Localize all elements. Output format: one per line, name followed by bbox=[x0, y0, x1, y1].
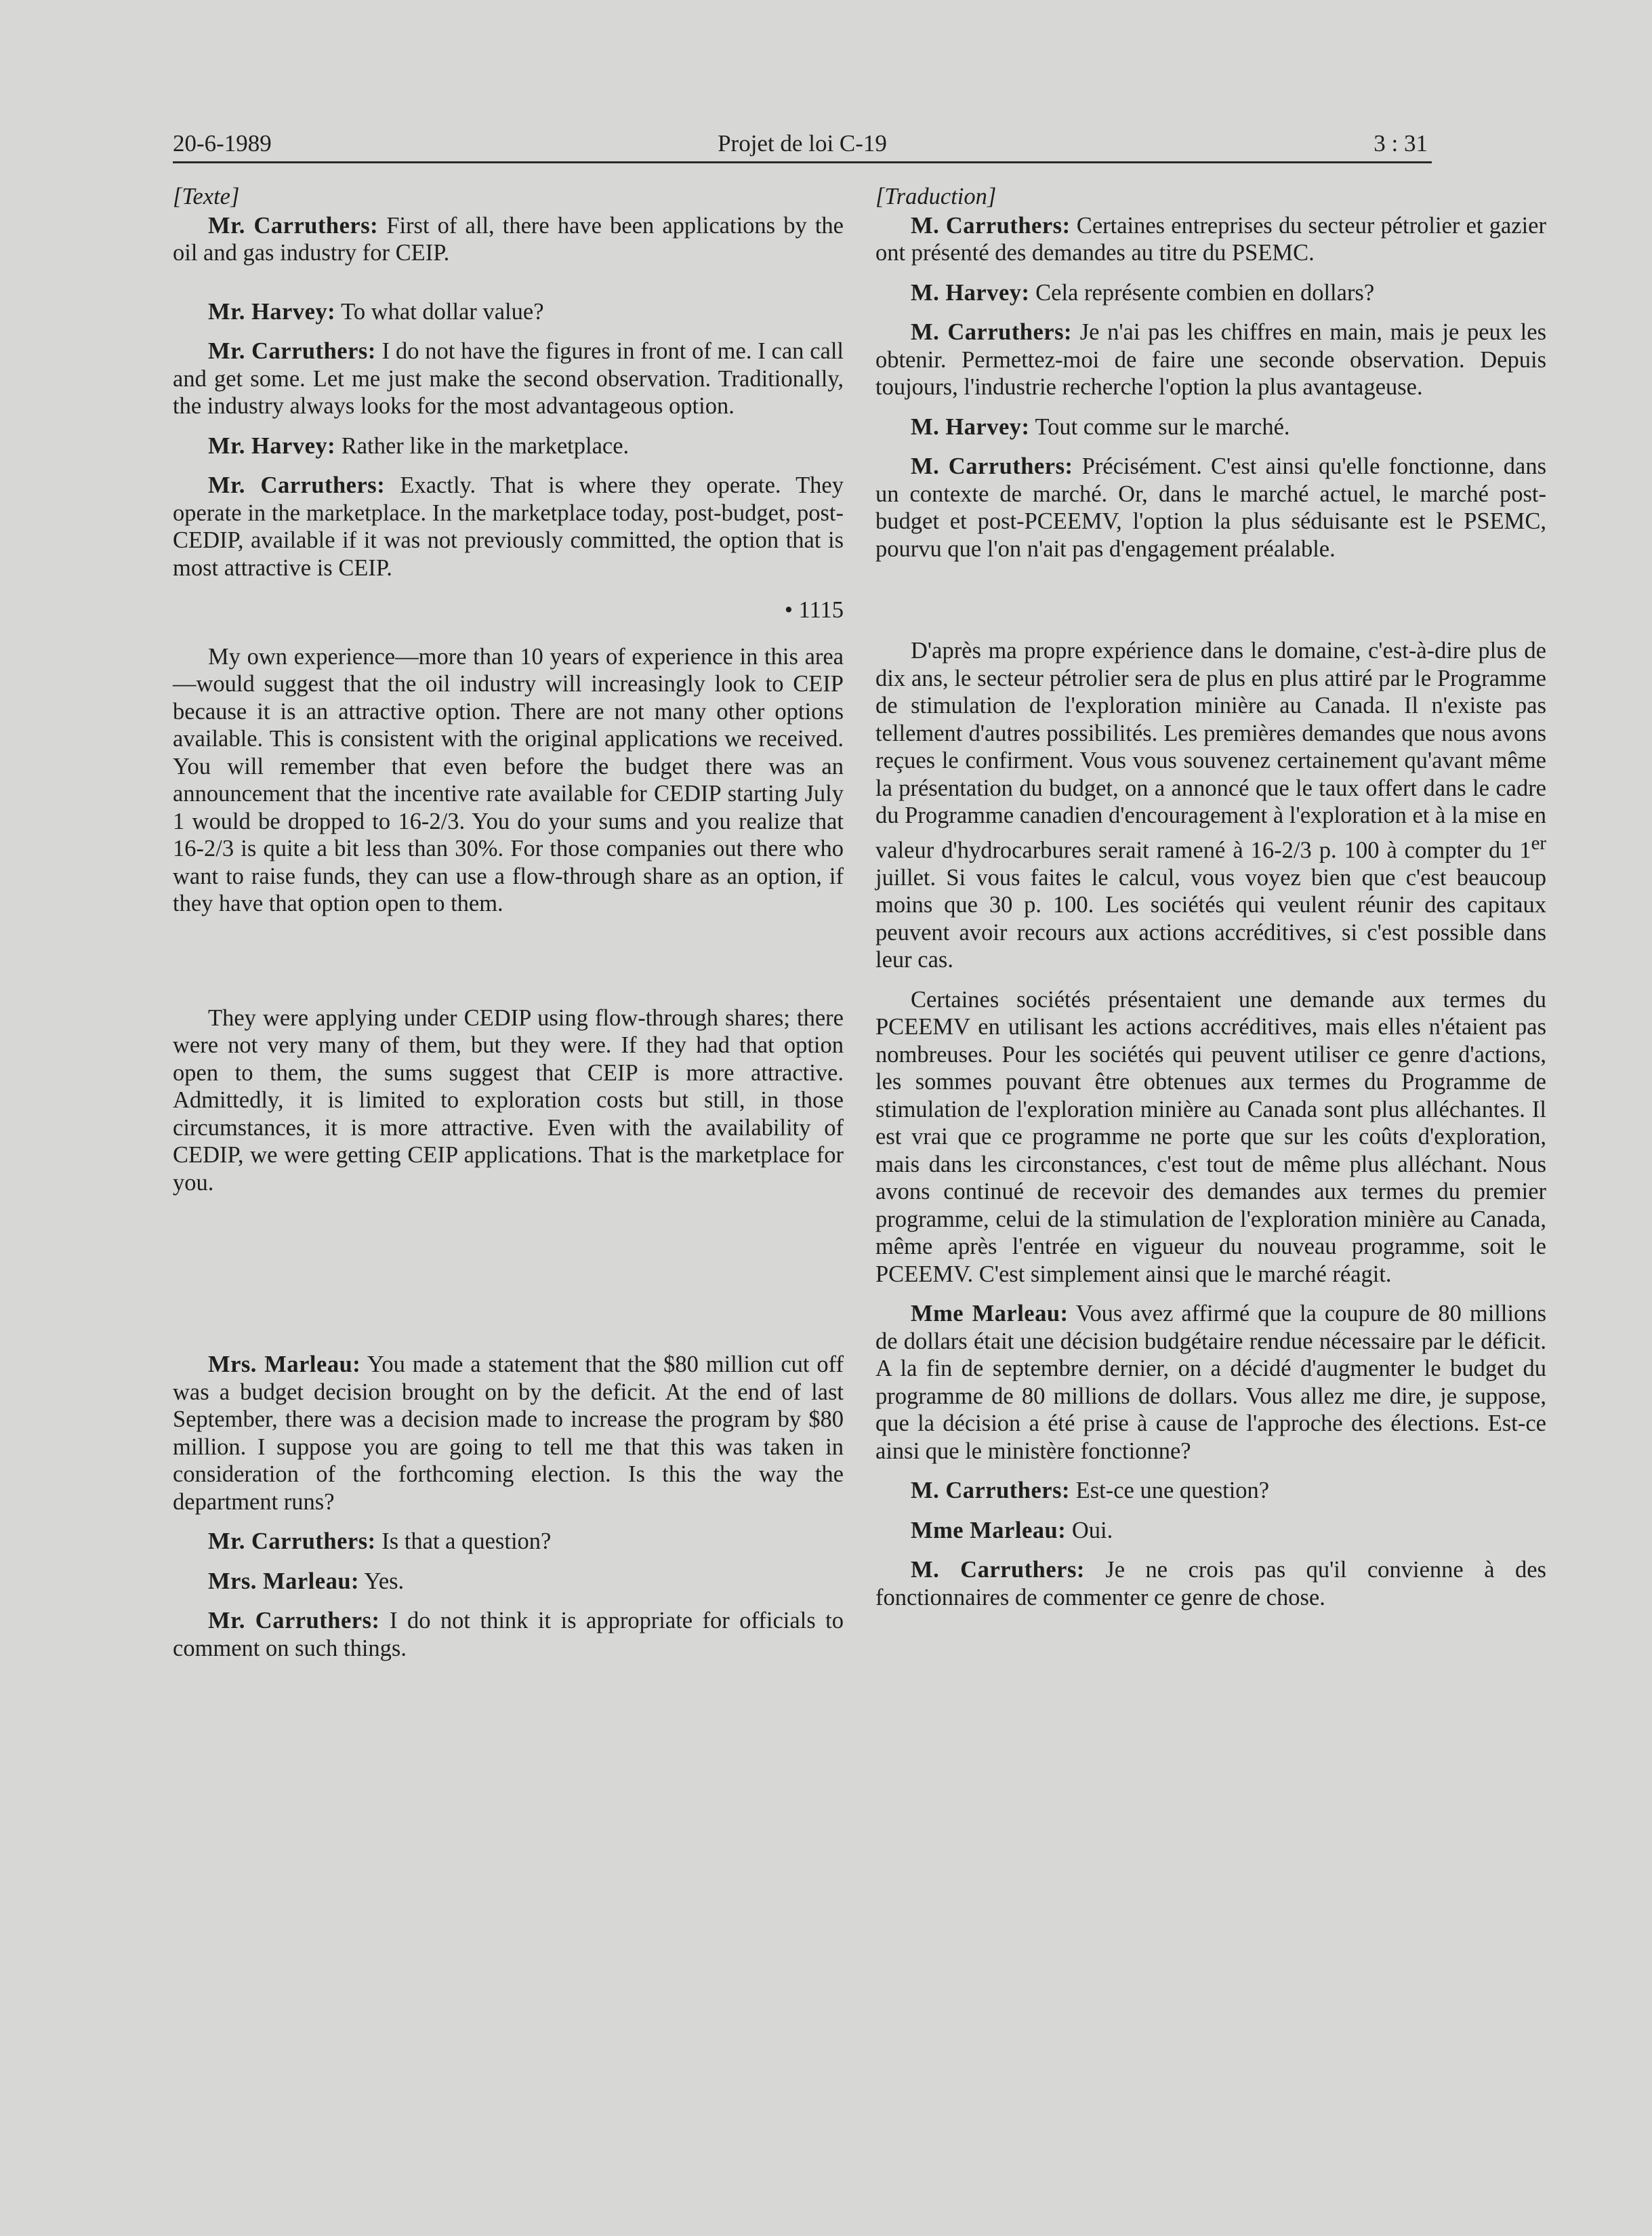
speaker-name: M. Carruthers: bbox=[911, 453, 1073, 479]
speaker-name: Mr. Carruthers: bbox=[208, 472, 386, 498]
speech-paragraph: M. Harvey: Tout comme sur le marché. bbox=[911, 413, 1290, 440]
speech-paragraph: Mme Marleau: Oui. bbox=[911, 1517, 1113, 1543]
speaker-name: M. Harvey: bbox=[911, 413, 1030, 440]
speech-paragraph: Mr. Carruthers: Exactly. That is where they operate. They operate in the marketplace. In the marketplace today, post-budget, post-CEDIP, available if it was not previously committed, the option that is most attractive is CEIP. bbox=[173, 472, 844, 581]
speech-paragraph: Mme Marleau: Vous avez affirmé que la coupure de 80 millions de dollars était une décision budgétaire rendue nécessaire par le déficit. A la fin de septembre dernier, on a décidé d'augmenter le budget du programme de 80 millions de dollars. Vous allez me dire, je suppose, que la décision a été prise à cause de l'approche des élections. Est-ce ainsi que le ministère fonctionne? bbox=[875, 1301, 1546, 1464]
speaker-name: Mr. Carruthers: bbox=[208, 1528, 376, 1554]
section-label-french: [Traduction] bbox=[875, 184, 997, 209]
speaker-name: Mr. Carruthers: bbox=[208, 212, 379, 239]
speech-paragraph: M. Carruthers: Précisément. C'est ainsi qu'elle fonctionne, dans un contexte de marché. Or, dans le marché actuel, le marché post-budget et post-PCEEMV, l'option la plus séduisante est le PSEMC, pourvu que l'on n'ait pas d'engagement préalable. bbox=[875, 453, 1546, 562]
speech-paragraph: Mrs. Marleau: You made a statement that the $80 million cut off was a budget decision brought on by the deficit. At the end of last September, there was a decision made to increase the program by $80 million. I suppose you are going to tell me that this was taken in consideration of the forthcoming election. Is this the way the department runs? bbox=[173, 1351, 844, 1515]
speaker-name: M. Carruthers: bbox=[911, 1557, 1085, 1583]
speaker-name: Mr. Carruthers: bbox=[208, 338, 376, 364]
header-title: Projet de loi C-19 bbox=[718, 130, 887, 157]
speech-paragraph: M. Carruthers: Je n'ai pas les chiffres en main, mais je peux les obtenir. Permettez-moi de faire une seconde observation. Depuis toujours, l'industrie recherche l'option la plus avantageuse. bbox=[875, 319, 1546, 400]
speech-paragraph: Mr. Harvey: Rather like in the marketplace. bbox=[208, 432, 629, 459]
speech-paragraph: Mr. Harvey: To what dollar value? bbox=[208, 298, 544, 325]
body-paragraph: D'après ma propre expérience dans le domaine, c'est-à-dire plus de dix ans, le secteur pétrolier sera de plus en plus attiré par le Programme de stimulation de l'exploration minière au Canada. Il n'existe pas tellement d'autres possibilités. Les premières demandes que nous avons reçues le confirment. Vous vous souvenez certainement qu'avant même la présentation du budget, on a annoncé que le taux offert dans le cadre du Programme canadien d'encouragement à l'exploration et à la mise en valeur d'hydrocarbures serait ramené à 16-2/3 p. 100 à compter du 1er juillet. Si vous faites le calcul, vous voyez bien que c'est beaucoup moins que 30 p. 100. Les sociétés qui veulent réunir des capitaux peuvent avoir recours aux actions accréditives, si c'est possible dans leur cas. bbox=[875, 638, 1546, 973]
speech-paragraph: Mr. Carruthers: I do not think it is appropriate for officials to comment on such things. bbox=[173, 1608, 844, 1661]
speech-paragraph: Mrs. Marleau: Yes. bbox=[208, 1568, 405, 1594]
speaker-name: M. Carruthers: bbox=[911, 1478, 1071, 1503]
speech-paragraph: M. Harvey: Cela représente combien en dollars? bbox=[911, 279, 1375, 306]
speech-paragraph: Mr. Carruthers: I do not have the figures in front of me. I can call and get some. Let me just make the second observation. Traditionally, the industry always looks for the most advantageous option. bbox=[173, 338, 844, 419]
page-header bbox=[173, 123, 1432, 163]
speech-paragraph: Mr. Carruthers: First of all, there have been applications by the oil and gas industry for CEIP. bbox=[173, 212, 844, 266]
header-page-number: 3 : 31 bbox=[1374, 130, 1428, 157]
speaker-name: M. Harvey: bbox=[911, 279, 1030, 306]
speaker-name: Mrs. Marleau: bbox=[208, 1351, 361, 1377]
body-paragraph: They were applying under CEDIP using flow-through shares; there were not very many of them, but they were. If they had that option open to them, the sums suggest that CEIP is more attractive. Admittedly, it is limited to exploration costs but still, in those circumstances, it is more attractive. Even with the availability of CEDIP, we were getting CEIP applications. That is the marketplace for you. bbox=[173, 1004, 844, 1196]
french-column bbox=[875, 183, 1546, 1623]
section-label-english: [Texte] bbox=[173, 184, 240, 209]
speaker-name: Mr. Harvey: bbox=[208, 298, 336, 325]
speaker-name: M. Carruthers: bbox=[911, 212, 1071, 239]
speaker-name: Mrs. Marleau: bbox=[208, 1568, 360, 1594]
speaker-name: Mme Marleau: bbox=[911, 1517, 1067, 1543]
header-date: 20-6-1989 bbox=[173, 130, 272, 157]
superscript: er bbox=[1531, 832, 1546, 854]
english-column bbox=[173, 183, 844, 1674]
body-paragraph: Certaines sociétés présentaient une demande aux termes du PCEEMV en utilisant les actions accréditives, mais elles n'étaient pas nombreuses. Pour les sociétés qui peuvent utiliser ce genre d'actions, les sommes pouvant être obtenues aux termes du Programme de stimulation de l'exploration minière au Canada sont plus alléchantes. Il est vrai que ce programme ne porte que sur les coûts d'exploration, mais dans les circonstances, c'est tout de même plus alléchant. Nous avons continué de recevoir des demandes aux termes du premier programme, celui de la stimulation de l'exploration minière au Canada, même après l'entrée en vigueur du nouveau programme, soit le PCEEMV. C'est simplement ainsi que le marché réagit. bbox=[875, 986, 1546, 1287]
speech-paragraph: M. Carruthers: Est-ce une question? bbox=[911, 1478, 1270, 1503]
time-marker: • 1115 bbox=[784, 597, 844, 623]
body-paragraph: My own experience—more than 10 years of experience in this area—would suggest that the oil industry will increasingly look to CEIP because it is an attractive option. There are not many other options available. This is consistent with the original applications we received. You will remember that even before the budget there was an announcement that the incentive rate available for CEDIP starting July 1 would be dropped to 16-2/3. You do your sums and you realize that 16-2/3 is quite a bit less than 30%. For those companies out there who want to raise funds, they can use a flow-through share as an option, if they have that option open to them. bbox=[173, 643, 844, 916]
speaker-name: Mme Marleau: bbox=[911, 1301, 1069, 1326]
speech-paragraph: M. Carruthers: Je ne crois pas qu'il convienne à des fonctionnaires de commenter ce genre de chose. bbox=[875, 1557, 1546, 1610]
speech-paragraph: Mr. Carruthers: Is that a question? bbox=[208, 1528, 552, 1554]
speaker-name: Mr. Carruthers: bbox=[208, 1608, 380, 1633]
speaker-name: Mr. Harvey: bbox=[208, 432, 336, 459]
speech-paragraph: M. Carruthers: Certaines entreprises du secteur pétrolier et gazier ont présenté des demandes au titre du PSEMC. bbox=[875, 212, 1546, 266]
speaker-name: M. Carruthers: bbox=[911, 319, 1073, 345]
